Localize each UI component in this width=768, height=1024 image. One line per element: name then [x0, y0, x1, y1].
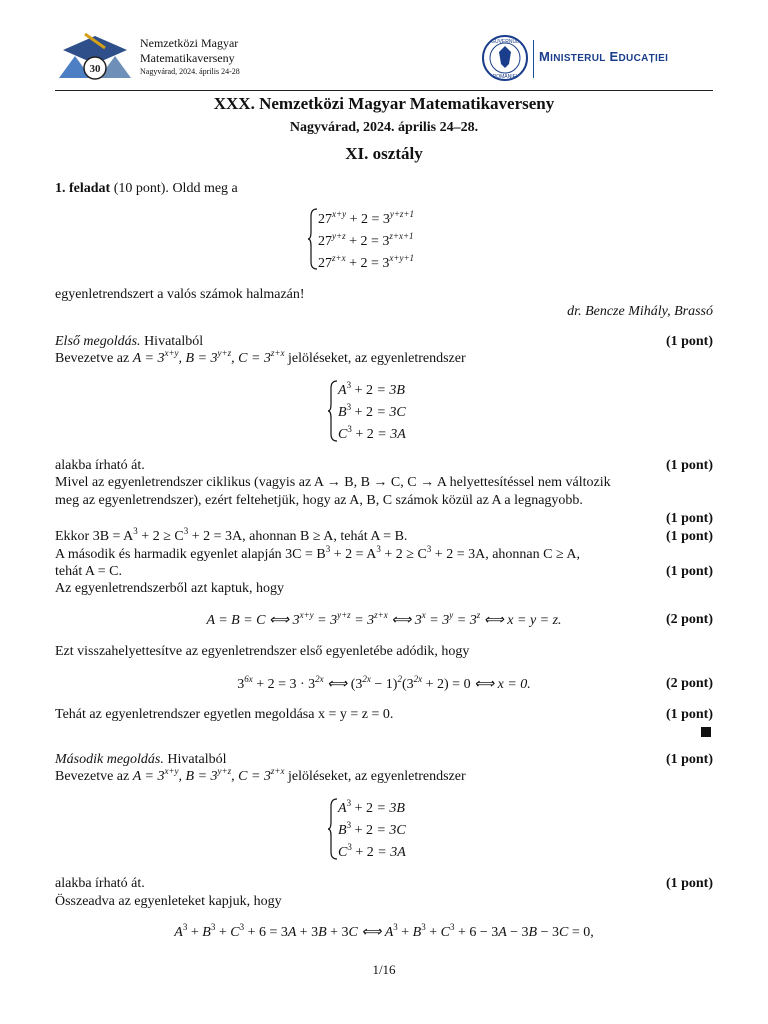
svg-text:ROMÂNIEI: ROMÂNIEI	[492, 74, 518, 80]
svg-text:30: 30	[89, 63, 101, 75]
header-rule	[55, 90, 713, 91]
brace-icon	[308, 208, 318, 270]
points-label: (1 pont)	[665, 752, 713, 767]
points-label: (1 pont)	[665, 707, 713, 722]
svg-text:GUVERNUL: GUVERNUL	[491, 39, 519, 45]
ministry-name: MINISTERUL EDUCAȚIEI	[539, 49, 669, 64]
abc-equation-1: $A^3 + 2 = 3B$	[338, 380, 405, 398]
qed-square-icon	[701, 727, 711, 737]
solution1-cyclic-1: Mivel az egyenletrendszer ciklikus (vagyis az A → B, B → C, C → A helyettesítéssel nem változik	[55, 475, 611, 490]
solution2-substitution: Bevezetve az $A = 3^{x+y}$, $B = 3^{y+z}$, $C = 3^{z+x}$ jelöléseket, az egyenletrendszer	[55, 766, 466, 784]
competition-logo-text	[140, 36, 240, 77]
ministry-logo	[481, 34, 713, 82]
brace-icon	[328, 380, 338, 442]
competition-title: XXX. Nemzetközi Magyar Matematikaverseny	[213, 94, 555, 113]
logo-title-line2: Matematikaverseny	[140, 51, 235, 65]
solution2-alakba: alakba írható át. (1 pont)	[55, 876, 713, 891]
abc-equation-3: $C^3 + 2 = 3A$	[338, 842, 406, 860]
solution1-alakba: alakba írható át. (1 pont)	[55, 458, 713, 473]
problem-statement: 1. feladat (10 pont). Oldd meg a	[55, 181, 238, 196]
logo-title-line1: Nemzetközi Magyar	[140, 36, 239, 50]
page-header	[55, 28, 713, 90]
solution1-azegyenlet: Az egyenletrendszerből azt kaptuk, hogy	[55, 581, 284, 596]
government-seal-icon	[481, 34, 529, 82]
solution1-masodik: A második és harmadik egyenlet alapján $3C = B^3 + 2 = A^3 + 2 \ge C^3 + 2 = 3A$, ahonnan C ≥ A,	[55, 544, 580, 562]
competition-logo	[55, 28, 135, 90]
points-label: (2 pont)	[665, 612, 713, 627]
points-label: (1 pont)	[665, 458, 713, 473]
logo-subtitle: Nagyvárad, 2024. április 24-28	[140, 67, 240, 76]
system-equation-3: $27^{z+x} + 2 = 3^{x+y+1}$	[318, 253, 415, 271]
abc-equation-2: $B^3 + 2 = 3C$	[338, 402, 406, 420]
points-label: (1 pont)	[665, 876, 713, 891]
solution1-substitution: Bevezetve az $A = 3^{x+y}$, $B = 3^{y+z}$, $C = 3^{z+x}$ jelöléseket, az egyenletrendszer	[55, 348, 466, 366]
solution2-osszeadva: Összeadva az egyenleteket kapjuk, hogy	[55, 894, 282, 909]
brace-icon	[328, 798, 338, 860]
solution1-tehat: tehát A = C. (1 pont)	[55, 564, 713, 579]
place-date: Nagyvárad, 2024. április 24–28.	[289, 120, 479, 135]
problem-outro: egyenletrendszert a valós számok halmazán!	[55, 287, 305, 302]
abc-equation-1: $A^3 + 2 = 3B$	[338, 798, 405, 816]
solution1-conclusion: Tehát az egyenletrendszer egyetlen megoldása x = y = z = 0. (1 pont)	[55, 707, 713, 722]
solution1-cyclic-2: meg az egyenletrendszer), ezért feltehetjük, hogy az A, B, C számok közül az A a legnagyobb.	[55, 493, 583, 508]
solution1-heading: Első megoldás. Hivatalból (1 pont)	[55, 334, 713, 349]
solution2-system	[328, 798, 448, 864]
solution2-heading: Második megoldás. Hivatalból (1 pont)	[55, 752, 713, 767]
page-number: 1/16	[372, 962, 396, 977]
points-label: (1 pont)	[665, 564, 713, 579]
points-label: (2 pont)	[665, 676, 713, 691]
document-page: 30 Nemzetközi Magyar Matematikaverseny Nagyvárad, 2024. április 24-28 GUVERNUL ROMÂNIEI MINISTERUL EDUCAȚIEI XXX. Nemzetközi Magyar Matematikaverseny Nagyvárad, 2024. április 24–28. XI. osztály 1. feladat (10 pont). Oldd meg a $27^{x+y} + 2 = 3^{y+z+1}$ $27^{y+z} + 2 = 3^{z+x+1}$ $27^{z+x} + 2 = 3^{x+y+1}$ egyenletrendszert a valós számok halmazán! dr. Bencze Mihály, Brassó Első megoldás. Hivatalból (1 pont) Bevezetve az $A = 3^{x+y}$, $B = 3^{y+z}$, $C = 3^{z+x}$ jelöléseket, az egyenletrendszer $A^3 + 2 = 3B$ $B^3 + 2 = 3C$ $C^3 + 2 = 3A$ alakba írható át. (1 pont) Mivel az egyenletrendszer ciklikus (vagyis az A → B, B → C, C → A helyettesítéssel nem változik meg az egyenletrendszer), ezért feltehetjük, hogy az A, B, C számok közül az A a legnagyobb. (1 pont) Ekkor $3B = A^3 + 2 \ge C^3 + 2 = 3A$, ahonnan B ≥ A, tehát A = B. (1 pont) A második és harmadik egyenlet alapján $3C = B^3 + 2 = A^3 + 2 \ge C^3 + 2 = 3A$, ahonnan C ≥ A, tehát A = C. (1 pont) Az egyenletrendszerből azt kaptuk, hogy A = B = C ⟺ $3^{x+y} = 3^{y+z} = 3^{z+x}$ ⟺ $3^x = 3^y = 3^z$ ⟺ x = y = z. (2 pont) Ezt visszahelyettesítve az egyenletrendszer első egyenletébe adódik, hogy $3^{6x} + 2 = 3 \cdot 3^{2x}$ ⟺ $(3^{2x} - 1)^2(3^{2x} + 2) = 0$ ⟺ x = 0. (2 pont) Tehát az egyenletrendszer egyetlen megoldása x = y = z = 0. (1 pont) Második megoldás. Hivatalból (1 pont) Bevezetve az $A = 3^{x+y}$, $B = 3^{y+z}$, $C = 3^{z+x}$ jelöléseket, az egyenletrendszer $A^3 + 2 = 3B$ $B^3 + 2 = 3C$ $C^3 + 2 = 3A$ alakba írható át. (1 pont) Összeadva az egyenleteket kapjuk, hogy $A^3 + B^3 + C^3 + 6 = 3A + 3B + 3C$ ⟺ $A^3 + B^3 + C^3 + 6 - 3A - 3B - 3C = 0$, 1/16	[0, 0, 768, 1024]
system-equation-2: $27^{y+z} + 2 = 3^{z+x+1}$	[318, 231, 414, 249]
abc-equation-2: $B^3 + 2 = 3C$	[338, 820, 406, 838]
solution1-ekkor: Ekkor $3B = A^3 + 2 \ge C^3 + 2 = 3A$, ahonnan B ≥ A, tehát A = B. (1 pont)	[55, 526, 713, 544]
grade-title: XI. osztály	[345, 144, 423, 163]
points-label: (1 pont)	[665, 334, 713, 349]
ministry-divider	[533, 40, 534, 78]
points-label: (1 pont)	[665, 529, 713, 544]
solution1-system	[328, 380, 448, 446]
abc-equation-3: $C^3 + 2 = 3A$	[338, 424, 406, 442]
system-equation-1: $27^{x+y} + 2 = 3^{y+z+1}$	[318, 209, 415, 227]
problem-system	[308, 208, 468, 274]
solution1-ezt: Ezt visszahelyettesítve az egyenletrendszer első egyenletébe adódik, hogy	[55, 644, 470, 659]
